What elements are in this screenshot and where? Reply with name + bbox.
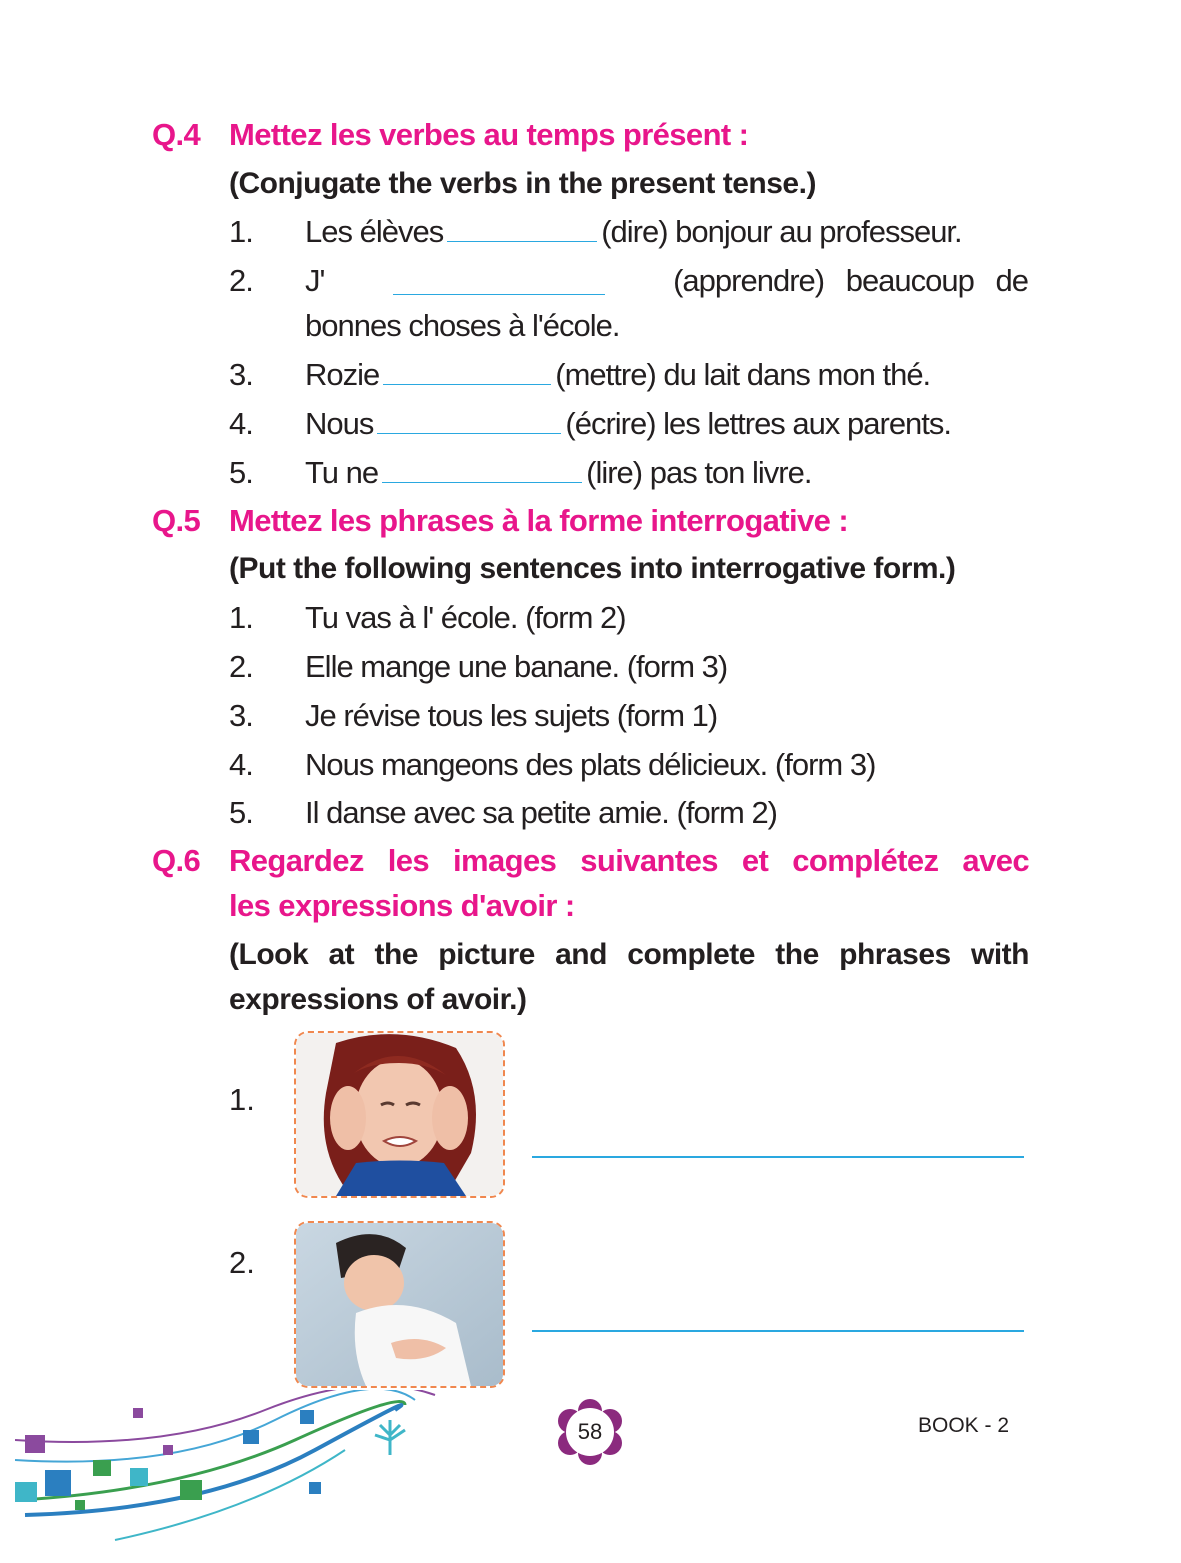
picture-1-number: 1. (229, 1082, 255, 1117)
q6-title-line1: Regardez les images suivantes et complétez avec (229, 843, 1029, 878)
q5-title: Mettez les phrases à la forme interrogative : (229, 503, 849, 538)
answer-blank[interactable] (377, 411, 561, 434)
q6-subtitle-line1: (Look at the picture and complete the phrases with (229, 938, 1029, 971)
picture-2-number: 2. (229, 1245, 255, 1280)
answer-line-1[interactable] (532, 1156, 1024, 1158)
answer-blank[interactable] (383, 362, 551, 385)
q6-title-line2: les expressions d'avoir : (229, 888, 575, 923)
page-number: 58 (577, 1419, 603, 1444)
woman-headache-photo-icon (294, 1031, 505, 1198)
q6-subtitle-line2: expressions of avoir.) (229, 983, 527, 1016)
answer-blank[interactable] (382, 460, 582, 483)
answer-blank[interactable] (393, 272, 605, 295)
wave-decoration-icon (15, 1390, 445, 1550)
man-stomachache-photo-icon (294, 1221, 505, 1388)
book-label: BOOK - 2 (918, 1414, 1010, 1437)
man-stomachache-image (296, 1223, 503, 1386)
answer-blank[interactable] (447, 219, 597, 242)
answer-line-2[interactable] (532, 1330, 1024, 1332)
q4-title: Mettez les verbes au temps présent : (229, 117, 749, 152)
q4-number: Q.4 (152, 117, 201, 152)
page-number-badge (554, 1399, 626, 1465)
woman-headache-image (296, 1033, 503, 1196)
q5-subtitle: (Put the following sentences into interrogative form.) (229, 552, 956, 585)
q4-subtitle: (Conjugate the verbs in the present tense.) (229, 167, 816, 200)
q5-number: Q.5 (152, 503, 201, 538)
q6-number: Q.6 (152, 843, 201, 878)
